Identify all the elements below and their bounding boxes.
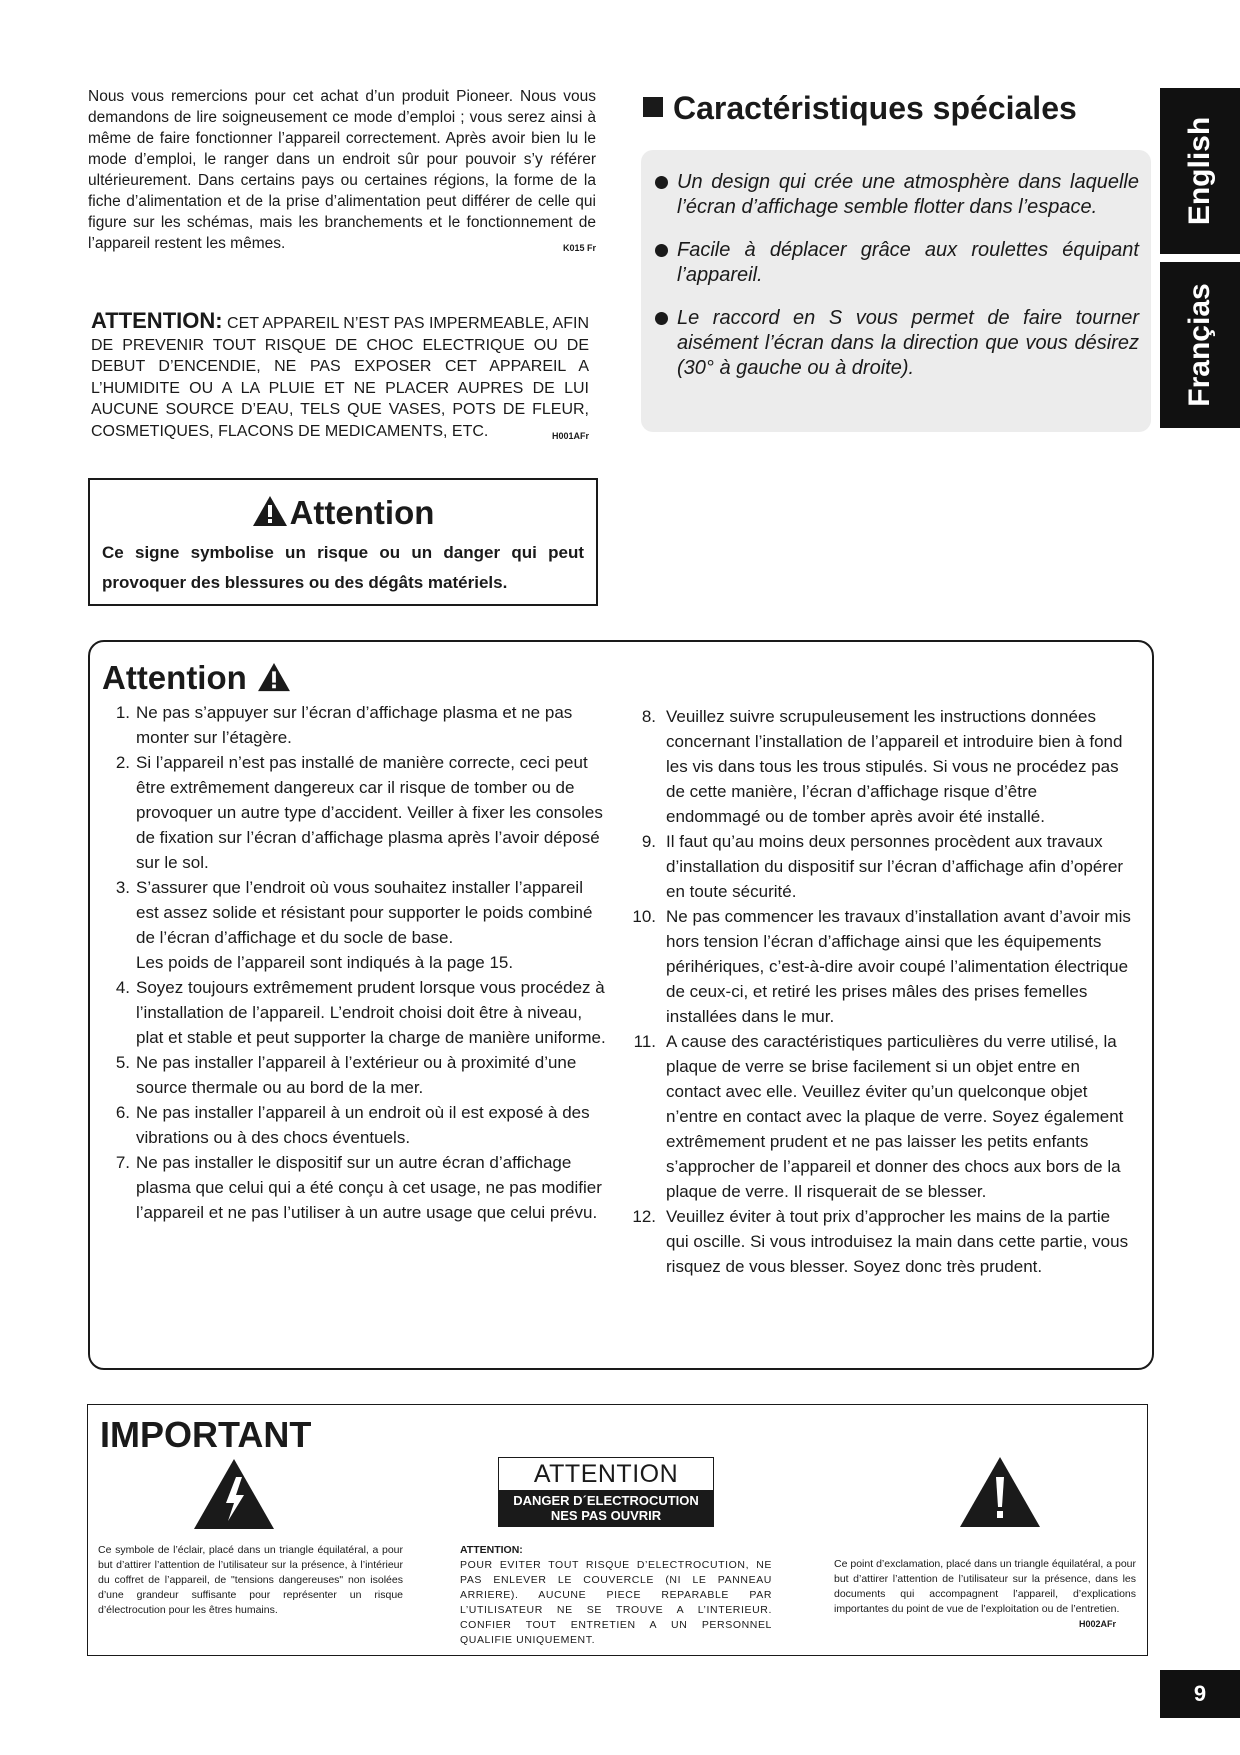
important-box [87, 1404, 1148, 1656]
bullet-icon [655, 312, 668, 325]
intro-code: K015 Fr [562, 243, 596, 253]
water-warning-code: H001AFr [551, 430, 589, 441]
attention-box-title: Attention [289, 494, 435, 531]
attention-label-line1: DANGER D´ELECTROCUTION [513, 1493, 699, 1508]
caution-title: Attention [102, 654, 294, 702]
bullet-icon [655, 176, 668, 189]
intro-text: Nous vous remercions pour cet achat d’un produit Pioneer. Nous vous demandons de lire soigneusement ce mode d’emploi ; vous serez ainsi à même de faire fonctionner l’appareil correctement. Après avoir bien lu le mode d’emploi, le ranger dans un endroit sûr pour pouvoir s’y référer ultérieurement. Dans certains pays ou certaines régions, la forme de la fiche d’alimentation et de la prise d’alimentation peut différer de celle qui figure sur les schémas, mais les branchements et le fonctionnement de l’appareil restent les mêmes. K015 Fr [88, 86, 596, 254]
caution-item: 8. Veuillez suivre scrupuleusement les instructions données concernant l’installation de l’appareil et introduire bien à fond les vis dans tous les trous stipulés. Si vous ne procédez pas de cette manière, l’écran d’affichage risque d’être endommagé ou de tomber après avoir été installé. [641, 707, 1123, 826]
caution-right-column [630, 704, 1136, 1279]
important-title: IMPORTANT [100, 1414, 312, 1455]
exclamation-explanation: Ce point d’exclamation, placé dans un triangle équilatéral, a pour but d’attirer l’attention de l’utilisateur sur la présence, dans les documents qui accompagnent l’appareil, d’explications importantes du point de vue de l’exploitation ou de l’entretien. H002AFr [834, 1557, 1136, 1632]
feature-item: Facile à déplacer grâce aux roulettes équipant l’appareil. [655, 238, 1139, 288]
caution-panel [88, 640, 1154, 1370]
tab-french[interactable]: Françias [1160, 262, 1240, 428]
water-warning [91, 310, 589, 447]
attention-label-title: ATTENTION [498, 1457, 714, 1490]
lightning-explanation: Ce symbole de l’éclair, placé dans un triangle équilatéral, a pour but d’attirer l’attention de l’utilisateur sur la présence, à l’intérieur du coffret de l’appareil, de "tensions dangereuses" non isolées d’une grandeur suffisante pour représenter un risque d’électrocution pour les êtres humains. [98, 1544, 403, 1616]
exclamation-triangle-icon [958, 1455, 1042, 1529]
caution-item: 6. Ne pas installer l’appareil à un endroit où il est exposé à des vibrations ou à des chocs éventuels. [115, 1103, 590, 1147]
attention-explanation [460, 1543, 772, 1648]
page-number: 9 [1160, 1670, 1240, 1718]
water-warning-text: CET APPAREIL N’EST PAS IMPERMEABLE, AFIN DE PREVENIR TOUT RISQUE DE CHOC ELECTRIQUE OU DE DEBUT D’ENCENDIE, NE PAS EXPOSER CET APPAREIL A L’HUMIDITE OU A LA PLUIE ET NE PLACER AUPRES DE LUI AUCUNE SOURCE D’EAU, TELS QUE VASES, POTS DE FLEUR, COSMETIQUES, FLACONS DE MEDICAMENTS, ETC. [91, 315, 590, 440]
bullet-icon [655, 244, 668, 257]
caution-item: 11. A cause des caractéristiques particulières du verre utilisé, la plaque de verre se brise facilement si un objet entre en contact avec elle. Veuillez éviter qu’un quelconque objet n’entre en contact avec la plaque de verre. Soyez également extrêmement prudent et ne pas laisser les petits enfants s’approcher de l’appareil et donner des chocs aux bors de la plaque de verre. Il risquerait de se blesser. [633, 1032, 1124, 1201]
caution-item: 4. Soyez toujours extrêmement prudent lorsque vous procédez à l’installation de l’appareil. L’endroit choisi doit être à niveau, plat et stable et peut supporter la charge de manière uniforme. [115, 978, 606, 1047]
caution-item-note: Les poids de l’appareil sont indiqués à la page 15. [136, 953, 514, 972]
features-box [641, 150, 1151, 432]
caution-item: 9. Il faut qu’au moins deux personnes procèdent aux travaux d’installation du dispositif sur l’écran d’affichage afin d’opérer en toute sécurité. [641, 832, 1124, 901]
attention-label-line2: NES PAS OUVRIR [550, 1508, 662, 1523]
features-heading: Caractéristiques spéciales [643, 88, 1077, 128]
warning-triangle-icon [252, 495, 288, 527]
caution-item: 5. Ne pas installer l’appareil à l’extérieur ou à proximité d’une source thermale ou au bord de la mer. [115, 1053, 577, 1097]
important-code: H002AFr [1078, 1619, 1116, 1629]
water-warning-head: ATTENTION: [91, 308, 223, 333]
caution-item: 2. Si l’appareil n’est pas installé de manière correcte, ceci peut être extrêmement dangereux car il risque de tomber ou de provoquer un autre type d’accident. Veiller à fixer les consoles de fixation sur l’écran d’affichage plasma après l’avoir déposé sur le sol. [115, 753, 603, 872]
attention-explanation-head: ATTENTION: [460, 1544, 523, 1556]
caution-left-column [100, 700, 610, 1225]
square-bullet-icon [643, 97, 663, 117]
attention-box-text: Ce signe symbolise un risque ou un danger qui peut provoquer des blessures ou des dégâts matériels. [102, 543, 584, 592]
feature-item: Le raccord en S vous permet de faire tourner aisément l’écran dans la direction que vous désirez (30° à gauche ou à droite). [655, 306, 1139, 381]
attention-explanation-text: POUR EVITER TOUT RISQUE D’ELECTROCUTION, NE PAS ENLEVER LE COUVERCLE (NI LE PANNEAU ARRIERE). AUCUNE PIECE REPARABLE PAR L’UTILISATEUR NE SE TROUVE A L’INTERIEUR. CONFIER TOUT ENTRETIEN A UN PERSONNEL QUALIFIE UNIQUEMENT. [460, 1559, 772, 1646]
intro-section [88, 86, 596, 259]
caution-item: 1. Ne pas s’appuyer sur l’écran d’affichage plasma et ne pas monter sur l’étagère. [115, 703, 573, 747]
tab-english[interactable]: English [1160, 88, 1240, 254]
feature-item: Un design qui crée une atmosphère dans laquelle l’écran d’affichage semble flotter dans l’espace. [655, 170, 1139, 220]
warning-triangle-icon [256, 662, 292, 692]
attention-label [498, 1457, 714, 1527]
caution-item: 10. Ne pas commencer les travaux d’installation avant d’avoir mis hors tension l’écran d’affichage ainsi que les équipements périhériques, c’est-à-dire avoir coupé l’alimentation électrique de ceux-ci, et retiré les prises mâles des prises femelles installées dans le mur. [632, 907, 1131, 1026]
caution-item: 7. Ne pas installer le dispositif sur un autre écran d’affichage plasma que celui qui a été conçu à cet usage, ne pas modifier l’appareil et ne pas l’utiliser à un autre usage que celui prévu. [115, 1153, 602, 1222]
attention-box [88, 478, 598, 606]
lightning-triangle-icon [192, 1457, 276, 1531]
caution-item: 3. S’assurer que l’endroit où vous souhaitez installer l’appareil est assez solide et résistant pour supporter le poids combiné de l’écran d’affichage et du socle de base. Les poids de l’appareil sont indiqués à la page 15. [115, 878, 593, 972]
caution-item: 12. Veuillez éviter à tout prix d’approcher les mains de la partie qui oscille. Si vous introduisez la main dans cette partie, vous risquez de vous blesser. Soyez donc très prudent. [632, 1207, 1129, 1276]
